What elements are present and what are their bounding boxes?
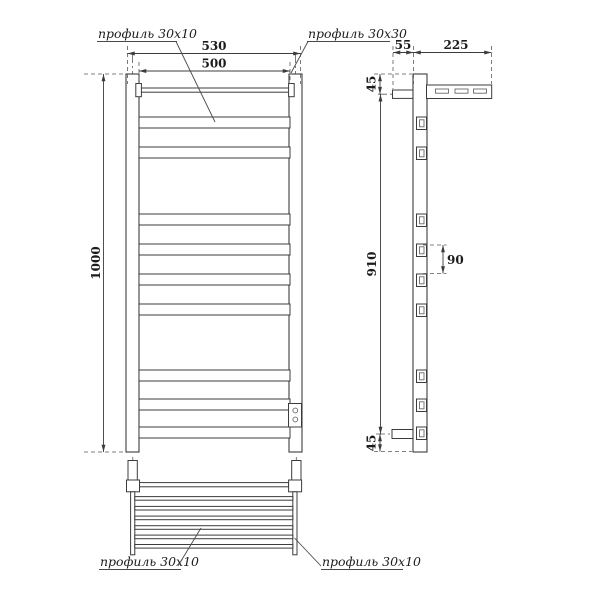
- side-rung: [417, 370, 427, 383]
- dim-45-bottom-text: 45: [364, 434, 379, 452]
- label-shelf-right-profile: [295, 538, 422, 570]
- shelf-slats: [135, 497, 293, 548]
- label-post-profile: [291, 26, 407, 73]
- front-view: [84, 26, 407, 452]
- dim-90-text: 90: [447, 253, 464, 267]
- side-view: [365, 38, 492, 452]
- shelf-right-pipe: [292, 461, 301, 481]
- top-wall-stub: [393, 90, 414, 98]
- dim-55-text: 55: [394, 38, 412, 52]
- shelf-crossbar: [140, 483, 289, 487]
- dim-500-text: 500: [201, 56, 227, 71]
- control-box-body: [289, 404, 302, 428]
- rung: [139, 370, 290, 381]
- bottom-wall-stub: [392, 430, 414, 439]
- rung: [139, 399, 290, 410]
- rung: [139, 214, 290, 225]
- side-rung: [417, 304, 427, 317]
- shelf-right-block: [289, 480, 302, 492]
- side-rung: [417, 427, 427, 440]
- label-shelf-left-text: профиль 30x10: [100, 554, 200, 569]
- control-screw-top: [293, 408, 298, 413]
- shelf-bracket: [427, 85, 492, 99]
- side-rung: [417, 214, 427, 227]
- rung: [139, 274, 290, 285]
- side-rung: [417, 147, 427, 160]
- dim-1000: [84, 74, 126, 452]
- side-post: [413, 74, 427, 452]
- rung: [139, 117, 290, 128]
- shelf-slat: [135, 545, 293, 549]
- dim-225-text: 225: [443, 38, 469, 52]
- bracket-slot: [436, 89, 449, 93]
- shelf-slat: [135, 497, 293, 501]
- shelf-left-pipe: [128, 461, 137, 481]
- label-shelf-left-profile: [99, 528, 201, 570]
- control-box: [289, 404, 302, 428]
- dim-910-text: 910: [365, 251, 379, 277]
- rung: [139, 244, 290, 255]
- shelf-left-block: [127, 480, 140, 492]
- dim-1000-text: 1000: [89, 246, 103, 280]
- label-post-profile-text: профиль 30x30: [308, 26, 408, 41]
- side-rung: [417, 274, 427, 287]
- dim-530-text: 530: [201, 39, 227, 53]
- shelf-slat: [135, 516, 293, 520]
- top-rod: [140, 88, 290, 92]
- dim-55: [393, 38, 414, 89]
- rung: [139, 427, 290, 438]
- side-rung: [417, 244, 427, 257]
- top-rod-right-cap: [289, 84, 295, 97]
- bracket-slot: [474, 89, 487, 93]
- rungs: [139, 117, 290, 438]
- shelf-right-rail: [293, 492, 297, 555]
- dim-45-top-text: 45: [364, 75, 379, 93]
- rung: [139, 304, 290, 315]
- control-screw-bottom: [293, 417, 298, 422]
- side-rung: [417, 399, 427, 412]
- side-rung: [417, 117, 427, 130]
- top-rod-left-cap: [136, 84, 142, 97]
- dim-90: [423, 245, 464, 274]
- right-post: [289, 74, 302, 452]
- dim-500: [139, 57, 290, 85]
- shelf-view: [99, 457, 421, 570]
- shelf-left-rail: [131, 492, 135, 555]
- shelf-slat: [135, 526, 293, 530]
- bracket-slot: [455, 89, 468, 93]
- dim-910: [365, 94, 381, 434]
- shelf-slat: [135, 506, 293, 510]
- label-shelf-right-text: профиль 30x10: [322, 554, 422, 569]
- left-post: [126, 74, 139, 452]
- rung: [139, 147, 290, 158]
- shelf-slat: [135, 535, 293, 539]
- label-rung-profile-text: профиль 30x10: [98, 26, 198, 41]
